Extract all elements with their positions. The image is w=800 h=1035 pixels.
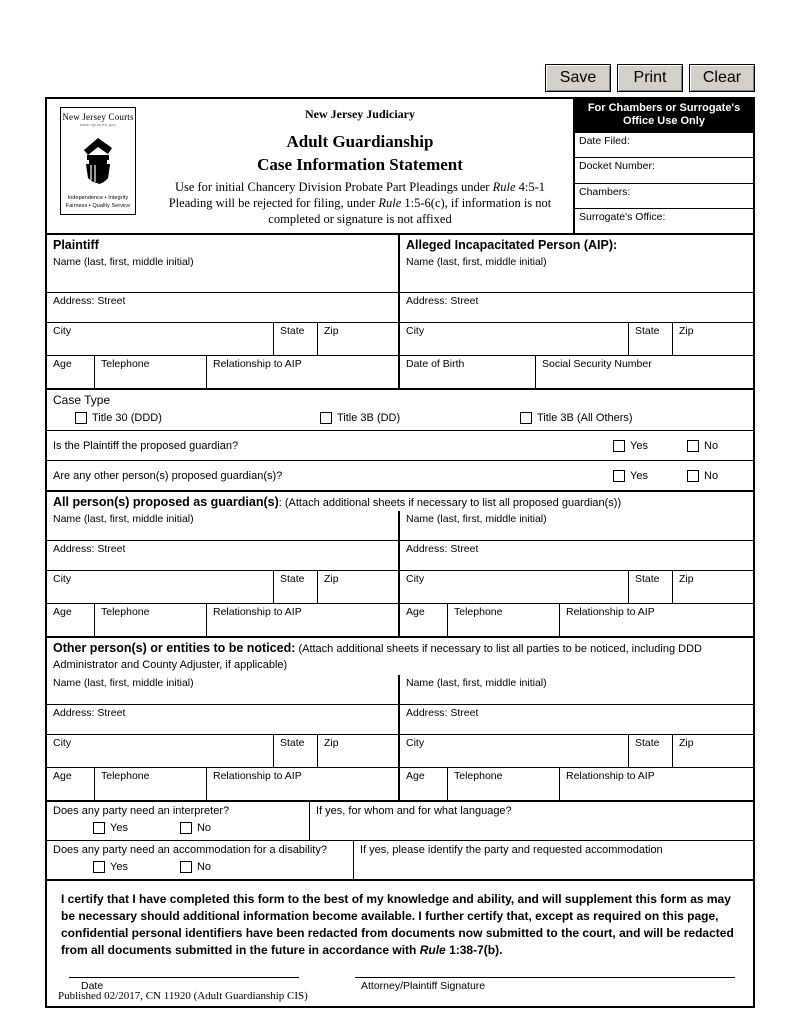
checkbox-icon[interactable] [75,412,87,424]
form-masthead [47,99,753,235]
aip-state-field[interactable]: State [629,323,673,355]
checkbox-icon[interactable] [520,412,532,424]
guardian1-state-field[interactable]: State [274,571,318,603]
case-type-option-label: Title 30 (DDD) [92,412,162,424]
other-proposed-guardians-row [47,460,753,490]
certification-part1: I certify that I have completed this form to the best of my knowledge and ability, and will supplement this form as may be necessary should additional information become available. I further certify that, except as required on this page, confidential personal identifiers have been redacted from documents now submitted to the court, and will be redacted from all documents submitted in the future in accordance with [61,892,734,957]
form-title-block [147,99,575,233]
noticed1-zip-field[interactable]: Zip [324,737,339,749]
case-type-option-label: Title 3B (All Others) [537,412,633,424]
guardian-block-2 [400,511,753,636]
noticed2-telephone-field[interactable]: Telephone [448,768,560,800]
form-subtitle-line3: completed or signature is not affixed [268,212,452,226]
certification-rule: Rule [419,943,446,957]
yes-label: Yes [110,822,128,834]
attorney-signature-block[interactable] [355,977,735,992]
judiciary-label: New Jersey Judiciary [305,107,415,121]
plaintiff-age-field[interactable]: Age [47,356,95,388]
plaintiff-zip-field[interactable]: Zip [324,325,339,337]
guardian2-telephone-field[interactable]: Telephone [448,604,560,636]
other-proposed-guardians-yes[interactable] [613,470,687,482]
yes-label: Yes [110,861,128,873]
guardian2-city-field[interactable]: City [400,571,629,603]
guardian1-city-row [47,570,398,603]
checkbox-icon[interactable] [93,822,105,834]
interpreter-no[interactable] [180,822,211,834]
plaintiff-relationship-field[interactable]: Relationship to AIP [213,358,302,370]
aip-city-row [400,322,753,355]
interpreter-followup-field[interactable]: If yes, for whom and for what language? [316,805,512,817]
logo-cell [47,99,147,233]
chambers-use-only-box [575,99,753,233]
guardian1-age-field[interactable]: Age [47,604,95,636]
noticed-block-1 [47,675,400,800]
noticed1-name-field[interactable]: Name (last, first, middle initial) [53,677,194,689]
guardian1-zip-field[interactable]: Zip [324,573,339,585]
proposed-guardians-title [47,492,753,511]
proposed-guardians-section [47,490,753,636]
aip-identity-row [400,355,753,388]
noticed1-city-row [47,734,398,767]
aip-name-field[interactable]: Name (last, first, middle initial) [406,256,547,268]
guardian2-city-row [400,570,753,603]
subtitle1-pre: Use for initial Chancery Division Probate Part Pleadings under [174,180,493,194]
interpreter-yes[interactable] [93,822,128,834]
accommodation-no[interactable] [180,861,211,873]
guardian2-address-field[interactable]: Address: Street [400,540,753,570]
noticed2-city-field[interactable]: City [400,735,629,767]
accommodation-question: Does any party need an accommodation for a disability? [53,844,327,856]
adult-guardianship-cis-form [45,97,755,1008]
aip-dob-field[interactable]: Date of Birth [400,356,536,388]
date-filed-field[interactable]: Date Filed: [575,132,753,157]
case-type-options [47,407,753,430]
subtitle2-pre: Pleading will be rejected for filing, under [168,196,379,210]
checkbox-icon[interactable] [687,470,699,482]
accommodation-question-cell [47,841,354,879]
noticed2-state-field[interactable]: State [629,735,673,767]
checkbox-icon[interactable] [180,861,192,873]
docket-number-field[interactable]: Docket Number: [575,157,753,182]
no-label: No [704,469,719,482]
yes-label: Yes [630,439,648,452]
case-type-section [47,388,753,490]
case-type-option-label: Title 3B (DD) [337,412,401,424]
guardian1-city-field[interactable]: City [47,571,274,603]
other-proposed-guardians-no[interactable] [687,470,753,482]
chambers-field[interactable]: Chambers: [575,183,753,208]
guardian2-zip-field[interactable]: Zip [679,573,694,585]
accommodation-followup-field[interactable]: If yes, please identify the party and requested accommodation [360,844,663,856]
chambers-heading-line2: Office Use Only [623,115,705,127]
noticed2-relationship-field[interactable]: Relationship to AIP [566,770,655,782]
noticed2-name-field[interactable]: Name (last, first, middle initial) [406,677,547,689]
noticed2-zip-field[interactable]: Zip [679,737,694,749]
plaintiff-address-field[interactable]: Address: Street [47,292,398,322]
guardian2-state-field[interactable]: State [629,571,673,603]
logo-tagline-line1: Independence • Integrity [67,195,129,201]
form-title-line2: Case Information Statement [257,155,463,174]
guardian-block-1 [47,511,400,636]
logo-name-text: New Jersey Courts [62,112,134,122]
noticed2-age-field[interactable]: Age [400,768,448,800]
save-button[interactable]: Save [545,64,611,92]
plaintiff-block [47,235,400,388]
subtitle1-post: 4:5-1 [515,180,546,194]
guardian2-age-field[interactable]: Age [400,604,448,636]
case-type-option-title3b-dd[interactable] [320,412,520,424]
form-action-toolbar [0,64,800,92]
checkbox-icon[interactable] [320,412,332,424]
aip-zip-field[interactable]: Zip [679,325,694,337]
date-label: Date [81,980,104,992]
yes-label: Yes [630,469,648,482]
logo-url-text: www.njcourts.gov [80,123,116,127]
footer-publication-text: Published 02/2017, CN 11920 (Adult Guardianship CIS) [58,990,308,1002]
persons-noticed-title [47,638,753,675]
noticed2-address-field[interactable]: Address: Street [400,704,753,734]
chambers-heading-line1: For Chambers or Surrogate's [587,102,741,114]
guardian1-address-field[interactable]: Address: Street [47,540,398,570]
plaintiff-is-guardian-question: Is the Plaintiff the proposed guardian? [53,439,239,452]
no-label: No [704,439,719,452]
other-proposed-guardians-question: Are any other person(s) proposed guardian(s)? [53,469,283,482]
checkbox-icon[interactable] [180,822,192,834]
accommodation-section [47,840,753,879]
plaintiff-is-guardian-no[interactable] [687,440,753,452]
plaintiff-contact-row [47,355,398,388]
plaintiff-name-field[interactable]: Name (last, first, middle initial) [53,256,194,268]
surrogates-office-field[interactable]: Surrogate's Office: [575,208,753,233]
logo-tagline [66,194,130,210]
noticed1-city-field[interactable]: City [47,735,274,767]
guardian2-name-field[interactable]: Name (last, first, middle initial) [406,513,547,525]
plaintiff-telephone-field[interactable]: Telephone [95,356,207,388]
aip-city-field[interactable]: City [400,323,629,355]
nj-courts-seal-icon [72,134,124,188]
interpreter-question-cell [47,802,310,840]
persons-noticed-section [47,636,753,800]
attorney-signature-label: Attorney/Plaintiff Signature [361,980,486,992]
noticed1-relationship-field[interactable]: Relationship to AIP [213,770,302,782]
noticed1-telephone-field[interactable]: Telephone [95,768,207,800]
checkbox-icon[interactable] [687,440,699,452]
case-type-option-title30[interactable] [75,412,320,424]
subtitle2-post: 1:5-6(c), if information is not [401,196,552,210]
print-button[interactable]: Print [617,64,683,92]
aip-block [400,235,753,388]
certification-part2: 1:38-7(b). [445,943,503,957]
form-subtitle-line1 [151,179,569,195]
guardian1-name-field[interactable]: Name (last, first, middle initial) [53,513,194,525]
noticed1-state-field[interactable]: State [274,735,318,767]
noticed2-city-row [400,734,753,767]
checkbox-icon[interactable] [93,861,105,873]
noticed1-address-field[interactable]: Address: Street [47,704,398,734]
noticed1-contact-row [47,767,398,800]
case-type-option-title3b-all-others[interactable] [520,412,633,424]
logo-tagline-line2: Fairness • Quality Service [65,203,131,209]
checkbox-icon[interactable] [613,440,625,452]
plaintiff-city-field[interactable]: City [47,323,274,355]
proposed-guardians-title-rest: : (Attach additional sheets if necessary to list all proposed guardian(s)) [278,497,622,509]
plaintiff-title: Plaintiff [53,238,99,252]
plaintiff-city-row [47,322,398,355]
form-title-line1: Adult Guardianship [286,132,434,151]
proposed-guardians-title-bold: All person(s) proposed as guardian(s) [53,495,279,509]
guardian1-telephone-field[interactable]: Telephone [95,604,207,636]
plaintiff-state-field[interactable]: State [274,323,318,355]
subtitle1-rule: Rule [492,180,516,194]
certification-text [47,879,753,963]
accommodation-yes[interactable] [93,861,128,873]
persons-noticed-title-rest: (Attach additional sheets if necessary to list all parties to be noticed, including DDD Administrator and County Adjuster, if applicable) [53,643,702,671]
noticed-block-2 [400,675,753,800]
form-subtitle-line2 [151,195,569,211]
guardian2-contact-row [400,603,753,636]
guardian1-relationship-field[interactable]: Relationship to AIP [213,606,302,618]
noticed1-age-field[interactable]: Age [47,768,95,800]
persons-noticed-title-bold: Other person(s) or entities to be noticed: [53,641,296,655]
checkbox-icon[interactable] [613,470,625,482]
interpreter-yesno-row [53,822,309,834]
no-label: No [196,861,212,873]
aip-address-field[interactable]: Address: Street [400,292,753,322]
logo-wordmark [62,112,133,127]
nj-courts-logo [60,107,136,215]
interpreter-question: Does any party need an interpreter? [53,805,230,817]
case-type-label: Case Type [53,393,111,407]
plaintiff-is-guardian-row [47,430,753,460]
accommodation-yesno-row [53,861,353,873]
chambers-heading [575,99,753,132]
noticed2-contact-row [400,767,753,800]
clear-button[interactable]: Clear [689,64,755,92]
aip-ssn-field[interactable]: Social Security Number [542,358,652,370]
guardian2-relationship-field[interactable]: Relationship to AIP [566,606,655,618]
aip-title: Alleged Incapacitated Person (AIP): [406,238,618,252]
plaintiff-aip-section [47,235,753,388]
subtitle2-rule: Rule [378,196,402,210]
no-label: No [196,822,212,834]
interpreter-section [47,800,753,840]
plaintiff-is-guardian-yes[interactable] [613,440,687,452]
guardian1-contact-row [47,603,398,636]
